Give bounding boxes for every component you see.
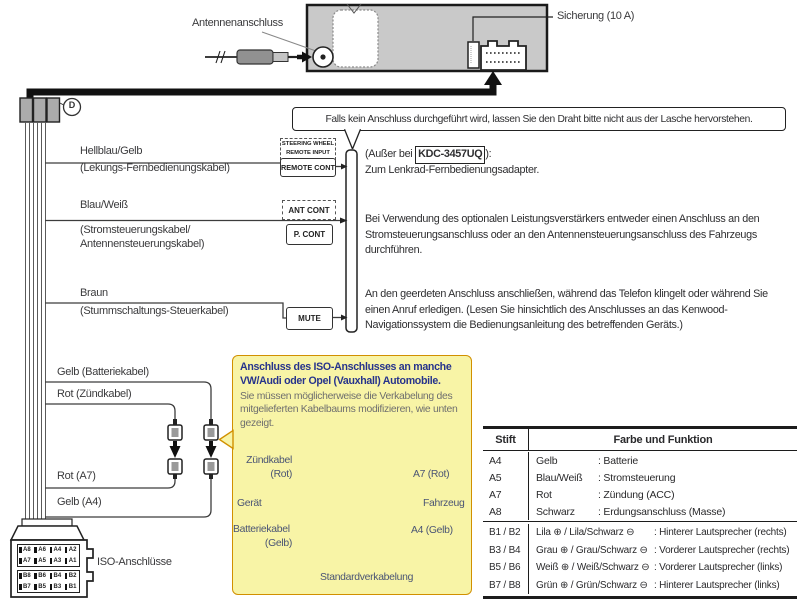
function-cell: : Vorderer Lautsprecher (rechts)	[654, 544, 790, 556]
mute-tag: MUTE	[286, 307, 333, 330]
inline-connectors	[168, 419, 218, 479]
color-cell: Schwarz	[536, 505, 575, 518]
connector-d-ref: D	[68, 100, 76, 110]
antenna-label: Antennenanschluss	[192, 17, 283, 29]
pin-table-header	[483, 429, 797, 451]
pin-cell: A4	[489, 454, 502, 467]
pin-function-table	[483, 426, 797, 599]
color-cell: Weiß ⊕ / Weiß/Schwarz ⊖	[536, 562, 650, 574]
steering-wheel-remote-input-tag	[280, 138, 336, 160]
fuse-label: Sicherung (10 A)	[557, 10, 635, 22]
remote-note-line1	[365, 146, 785, 164]
color-cell: Grau ⊕ / Grau/Schwarz ⊖	[536, 544, 648, 556]
function-cell: : Stromsteuerung	[598, 471, 676, 484]
harness-arrow-up-icon	[484, 71, 502, 85]
wire-remote-color: Hellblau/Gelb	[80, 145, 143, 157]
function-cell: : Hinterer Lautsprecher (links)	[654, 579, 780, 591]
p-cont-tag: P. CONT	[286, 224, 333, 245]
iso-pin-label: A1	[64, 558, 79, 564]
antenna-plug-body	[237, 50, 273, 64]
no-connection-callout: Falls kein Anschluss durchgeführt wird, lassen Sie den Draht bitte nicht aus der Lasche hervorstehen.	[292, 107, 786, 131]
antenna-plug-tip	[273, 53, 288, 62]
iso-pin-label: B2	[64, 573, 79, 579]
iso-pin-label: A3	[49, 558, 64, 564]
pin-cell: A8	[489, 505, 502, 518]
connector-d-cell	[34, 98, 47, 122]
crossover-ignition-label: Zündkabel	[246, 455, 292, 466]
wire-power-desc1: (Stromsteuerungskabel/	[80, 224, 191, 236]
function-cell: : Vorderer Lautsprecher (links)	[654, 562, 783, 574]
wire-tab-lasche	[346, 150, 357, 332]
crossover-battery-label: Batteriekabel	[233, 524, 290, 535]
function-cell: : Erdungsanschluss (Masse)	[598, 505, 726, 518]
color-cell: Grün ⊕ / Grün/Schwarz ⊖	[536, 579, 648, 591]
crossover-ignition-color: (Rot)	[270, 469, 292, 480]
remote-note-suffix: ):	[485, 148, 492, 160]
table-row	[483, 469, 797, 486]
iso-pin-label: A4	[49, 547, 64, 553]
wire-power-desc2: Antennensteuerungskabel)	[80, 238, 205, 250]
pin-cell: B5 / B6	[489, 562, 521, 574]
vw-box-title: Anschluss des ISO-Anschlusses an manche VW/Audi oder Opel (Vauxhall) Automobile.	[240, 361, 452, 387]
power-note: Bei Verwendung des optionalen Leistungsverstärkers entweder einen Anschluss an den Stromsteuerungsanschluss oder an den Antennensteuerungsanschluss des Fahrzeugs durchführen.	[365, 213, 760, 257]
iso-pin-grid-b	[17, 570, 80, 593]
table-row	[483, 452, 797, 469]
table-row	[483, 542, 797, 560]
table-row	[483, 577, 797, 595]
function-cell: : Zündung (ACC)	[598, 488, 675, 501]
iso-pin-label: B8	[18, 573, 33, 579]
color-cell: Lila ⊕ / Lila/Schwarz ⊖	[536, 527, 635, 539]
ant-cont-tag: ANT CONT	[282, 200, 336, 220]
connector-d-cell	[47, 98, 60, 122]
iso-pin-label: A2	[64, 547, 79, 553]
iso-pin-label: B4	[49, 573, 64, 579]
remote-note-prefix: (Außer bei	[365, 148, 416, 160]
wire-bundle	[26, 122, 46, 522]
pin-table-section-b	[483, 521, 797, 596]
iso-pin-label: B6	[33, 573, 48, 579]
iso-pin-grid-a	[17, 544, 80, 567]
pin-table-header-farbe: Farbe und Funktion	[528, 429, 797, 450]
iso-pin-label: A5	[33, 558, 48, 564]
steering-tag-line1: STEERING WHEEL	[281, 141, 335, 148]
function-cell: : Batterie	[598, 454, 639, 467]
connector-pair-right	[204, 419, 218, 479]
antenna-jack-pin	[320, 54, 325, 59]
wire-mute-color: Braun	[80, 287, 108, 299]
wire-mute-desc: (Stummschaltungs-Steuerkabel)	[80, 305, 229, 317]
fuse	[468, 42, 479, 68]
pin-table-header-stift: Stift	[495, 433, 516, 446]
wire-a7-label: Rot (A7)	[57, 470, 96, 482]
wire-power-color: Blau/Weiß	[80, 199, 128, 211]
wire-ignition-label: Rot (Zündkabel)	[57, 388, 132, 400]
unit-dashed-area	[333, 10, 378, 67]
iso-connectors-label: ISO-Anschlüsse	[97, 556, 172, 568]
wire-a4-label: Gelb (A4)	[57, 496, 102, 508]
color-cell: Gelb	[536, 454, 558, 467]
pin-cell: B7 / B8	[489, 579, 521, 591]
table-row	[483, 486, 797, 503]
iso-pin-label: A8	[18, 547, 33, 553]
vw-box-body: Sie müssen möglicherweise die Verkabelung des mitgelieferten Kabelbaums modifizieren, wie unten gezeigt.	[240, 390, 458, 429]
pin-cell: B1 / B2	[489, 527, 521, 539]
crossover-battery-color: (Gelb)	[264, 538, 292, 549]
crossover-vehicle-label: Fahrzeug	[423, 498, 465, 509]
crossover-device-label: Gerät	[237, 498, 262, 509]
color-cell: Rot	[536, 488, 552, 501]
table-row	[483, 524, 797, 542]
mute-note: An den geerdeten Anschluss anschließen, während das Telefon klingelt oder während Sie einen Anruf erledigen. (Lesen Sie hinsichtlich des Anschlusses an das Kenwood-Navigationssystem die Bedienungsanleitung des betreffenden Geräts.)	[365, 288, 768, 332]
connector-d-cell	[20, 98, 33, 122]
main-harness-cable	[30, 84, 493, 100]
table-row	[483, 503, 797, 520]
pin-cell: A7	[489, 488, 502, 501]
crossover-a4-label: A4 (Gelb)	[411, 525, 453, 536]
iso-pin-label: B5	[33, 584, 48, 590]
wire-battery-label: Gelb (Batteriekabel)	[57, 366, 149, 378]
wire-remote-desc: (Lekungs-Fernbedienungskabel)	[80, 162, 230, 174]
connector-pair-left	[168, 419, 182, 479]
iso-pin-label: B1	[64, 584, 79, 590]
pin-table-section-a	[483, 451, 797, 521]
function-cell: : Hinterer Lautsprecher (rechts)	[654, 527, 787, 539]
standard-wiring-label: Standardverkabelung	[320, 572, 414, 583]
model-kdc-3457uq: KDC-3457UQ	[415, 146, 485, 164]
color-cell: Blau/Weiß	[536, 471, 583, 484]
remote-cont-tag: REMOTE CONT	[280, 158, 336, 177]
iso-pin-label: A6	[33, 547, 48, 553]
pin-cell: B3 / B4	[489, 544, 521, 556]
iso-pin-label: B7	[18, 584, 33, 590]
iso-pin-label: B3	[49, 584, 64, 590]
steering-tag-line2: REMOTE INPUT	[286, 150, 330, 156]
remote-note-line2: Zum Lenkrad-Fernbedienungsadapter.	[365, 164, 540, 176]
crossover-a7-label: A7 (Rot)	[413, 469, 450, 480]
power-connector-housing	[481, 41, 526, 70]
pin-cell: A5	[489, 471, 502, 484]
iso-pin-label: A7	[18, 558, 33, 564]
table-row	[483, 559, 797, 577]
